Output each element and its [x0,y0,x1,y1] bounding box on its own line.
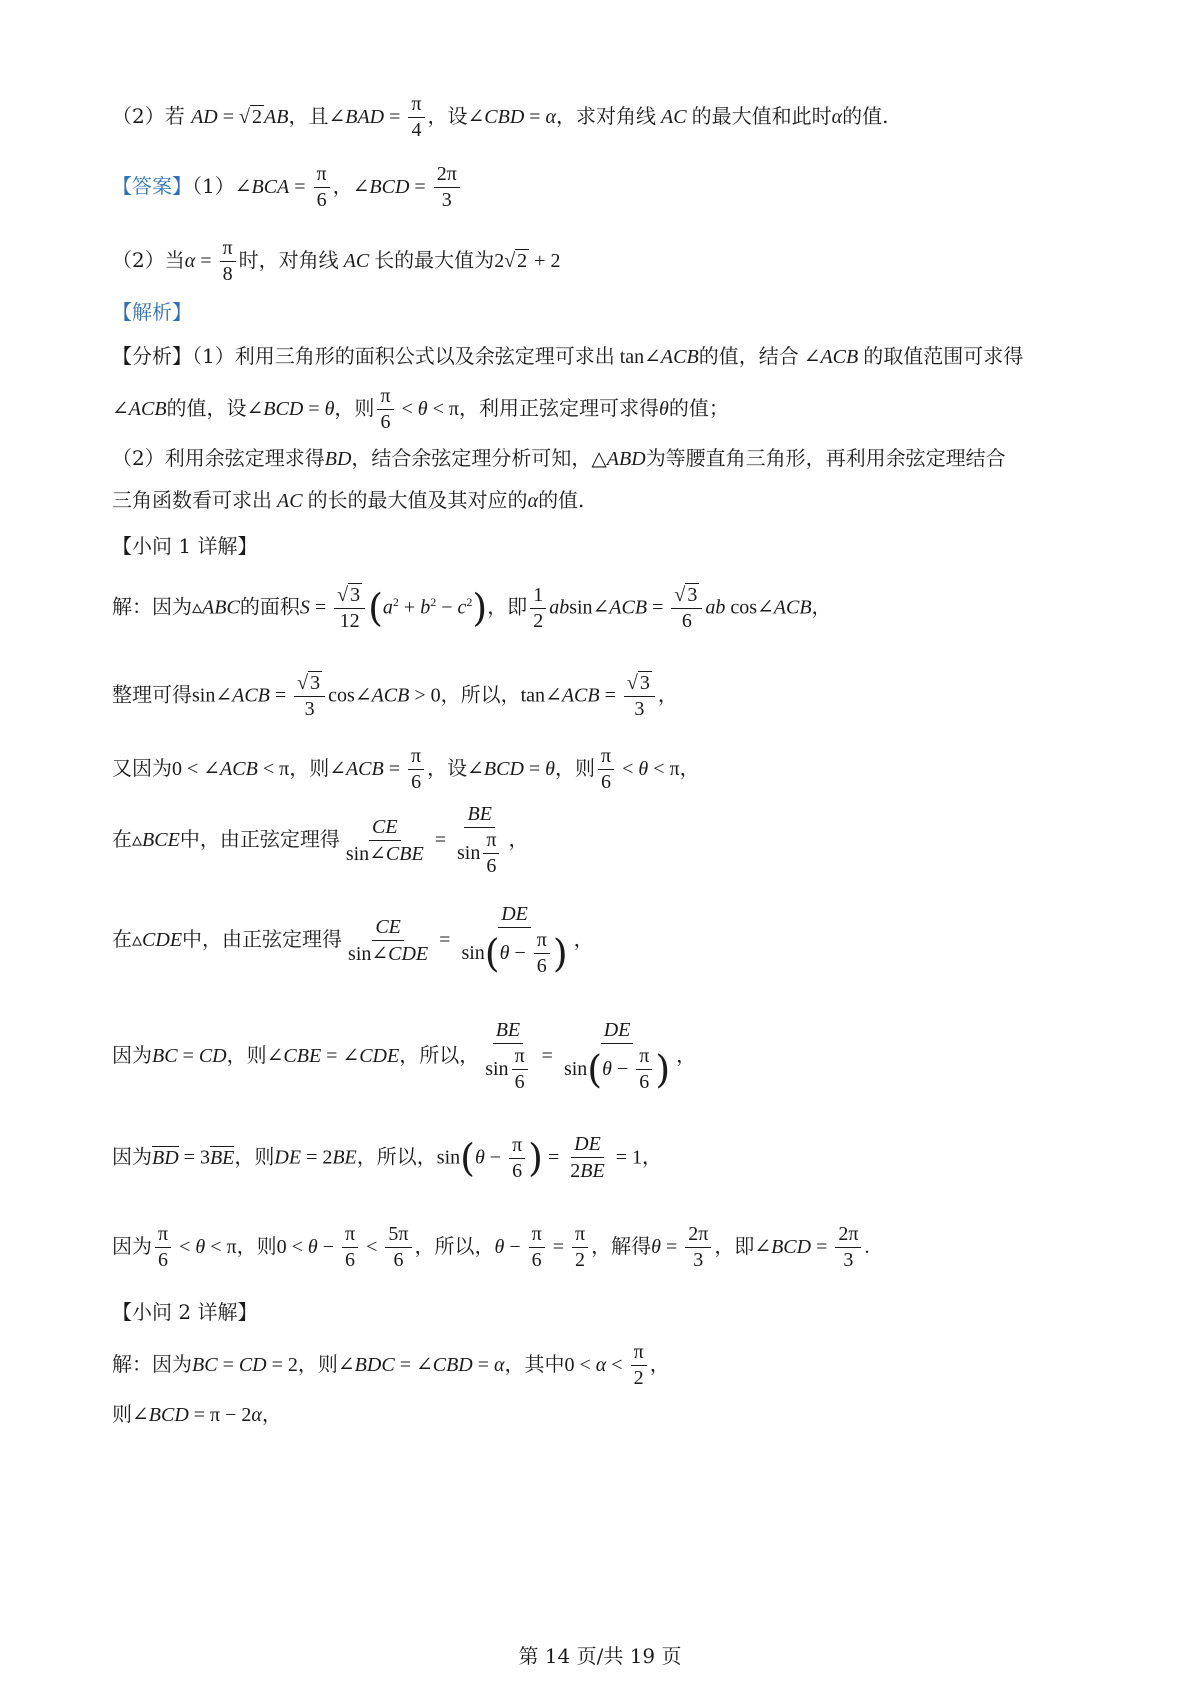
analysis-line-2: ∠ACB的值，设∠BCD = θ，则 $\frac{\pi}{6}$ < θ < π，利用正弦定理可求得θ的值； [112,385,729,433]
sub1-line-4: 在▵BCE中，由正弦定理得 $\frac{CE}{\text{sin∠CBE}}$ = BE sin $\frac{\pi}{6}$ ， [112,803,529,877]
sub1-line-3: 又因为0 < ∠ACB < π，则∠ACB = $\frac{\pi}{6}$ ，设∠BCD = θ，则 $\frac{\pi}{6}$ < θ < π， [112,745,700,793]
sub2-line-2: 则∠BCD = π − 2α， [112,1402,282,1426]
answer-line-2: （2）当α = $\frac{\pi}{8}$ 时，对角线 AC 长的最大值为2√ 2 + 2 [112,237,561,285]
answer-line-1: 【答案】（1）∠BCA = $\frac{\pi}{6}$ ，∠BCD = $\frac{2\pi}{3}$ [112,162,463,213]
sub2-line-1: 解：因为BC = CD = 2，则∠BDC = ∠CBD = α，其中0 < α < $\frac{\pi}{2}$ ， [112,1341,670,1389]
sub1-line-6: 因为BC = CD，则∠CBE = ∠CDE，所以， BE sin $\frac{\pi}{6}$ = DE sin(θ − $\frac{\pi}{6}$ ) ， [112,1019,697,1093]
sub1-tag: 【小问 1 详解】 [112,534,258,558]
sub1-line-8: 因为 $\frac{\pi}{6}$ < θ < π，则0 < θ − $\frac{\pi}{6}$ < $\frac{5\pi}{6}$ ，所以，θ − $\frac{\pi}{6}$ = $\frac{\pi}{2}$ ，解得θ = $\frac{2\pi}{3}$ ，即∠BCD = $\frac{2\pi}{3}$ . [112,1223,870,1271]
analysis-line-1: 【分析】（1）利用三角形的面积公式以及余弦定理可求出 tan∠ACB的值，结合 ∠ACB 的取值范围可求得 [112,344,1024,368]
question-line: （2）若 AD = √ 2 AB，且∠BAD = $\frac{\pi}{4}$ ，设∠CBD = α，求对角线 AC 的最大值和此时α的值. [112,93,889,141]
page-footer: 第 14 页/共 19 页 [518,1644,682,1668]
sub1-line-2: 整理可得sin∠ACB = $\frac{√ 3}{3}$ cos∠ACB > 0，所以，tan∠ACB = $\frac{√ 3}{3}$ ， [112,672,678,720]
sub2-tag: 【小问 2 详解】 [112,1300,258,1324]
analysis-line-3: （2）利用余弦定理求得BD，结合余弦定理分析可知，△ABD为等腰直角三角形，再利用余弦定理结合 [112,446,1006,470]
analysis-line-4: 三角函数看可求出 AC 的长的最大值及其对应的α的值. [112,488,585,512]
sub1-line-1: 解：因为▵ABC的面积S = $\frac{√ 3}{12}$ $(a^2 + b^2 - c^2)$，即 $\frac{1}{2}$ absin∠ACB = $\frac{√ 3}{6}$ ab cos∠ACB， [112,583,832,632]
sub1-line-5: 在▵CDE中，由正弦定理得 $\frac{CE}{\text{sin∠CDE}}$ = DE sin(θ − $\frac{\pi}{6}$ ) ， [112,903,594,977]
analysis-tag: 【解析】 [112,300,192,324]
answer-tag: 【答案】 [112,174,192,198]
sub1-line-7: 因为BD = 3BE，则DE = 2BE，所以，sin(θ − $\frac{\pi}{6}$ ) = $\frac{DE}{2BE}$ = 1， [112,1133,662,1182]
